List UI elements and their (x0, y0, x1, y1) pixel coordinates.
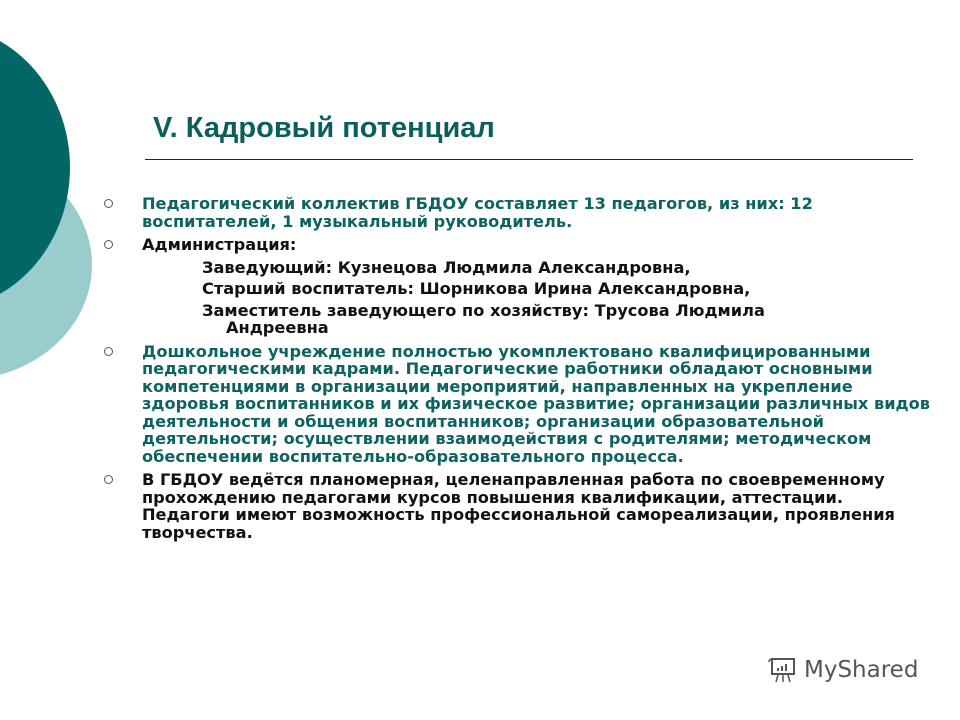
bullet-text: В ГБДОУ ведётся планомерная, целенаправленная работа по своевременному прохождению педагогами курсов повышения квалификации, аттестации. Педагоги имеют возможность профессиональной самореализации, проявления творчества. (142, 470, 895, 542)
bullet-item-administration (104, 236, 934, 337)
bullet-circle-icon (104, 347, 113, 356)
bullet-circle-icon (104, 199, 113, 208)
watermark-text: MyShared (804, 657, 919, 683)
bullet-circle-icon (104, 240, 113, 249)
admin-head: Заведующий: Кузнецова Людмила Александровна, (202, 257, 691, 277)
bullet-item-training (104, 471, 934, 541)
presentation-board-icon (768, 656, 798, 684)
admin-deputy: Заместитель заведующего по хозяйству: Трусова Людмила Андреевна (202, 300, 765, 337)
bullet-text: Администрация: (142, 235, 297, 254)
administration-list (104, 259, 934, 337)
watermark (768, 656, 918, 684)
bullet-text: Педагогический коллектив ГБДОУ составляет 13 педагогов, из них: 12 воспитателей, 1 музыкальный руководитель. (142, 194, 813, 231)
slide-title: V. Кадровый потенциал (153, 112, 495, 144)
slide-content (104, 195, 934, 547)
bullet-text: Дошкольное учреждение полностью укомплектовано квалифицированными педагогическими кадрами. Педагогические работники обладают основными компетенциями в организации мероприятий, направленных на укрепление здоровья воспитанников и их физическое развитие; организации различных видов деятельности и общения воспитанников; организации образовательной деятельности; осуществлении взаимодействия с родителями; методическом обеспечении воспитательно-образовательного процесса. (142, 341, 930, 466)
bullet-circle-icon (104, 475, 113, 484)
bullet-item-qualification (104, 343, 934, 466)
bullet-item-staff (104, 195, 934, 230)
title-divider (145, 159, 913, 160)
admin-senior-educator: Старший воспитатель: Шорникова Ирина Александровна, (202, 279, 751, 298)
